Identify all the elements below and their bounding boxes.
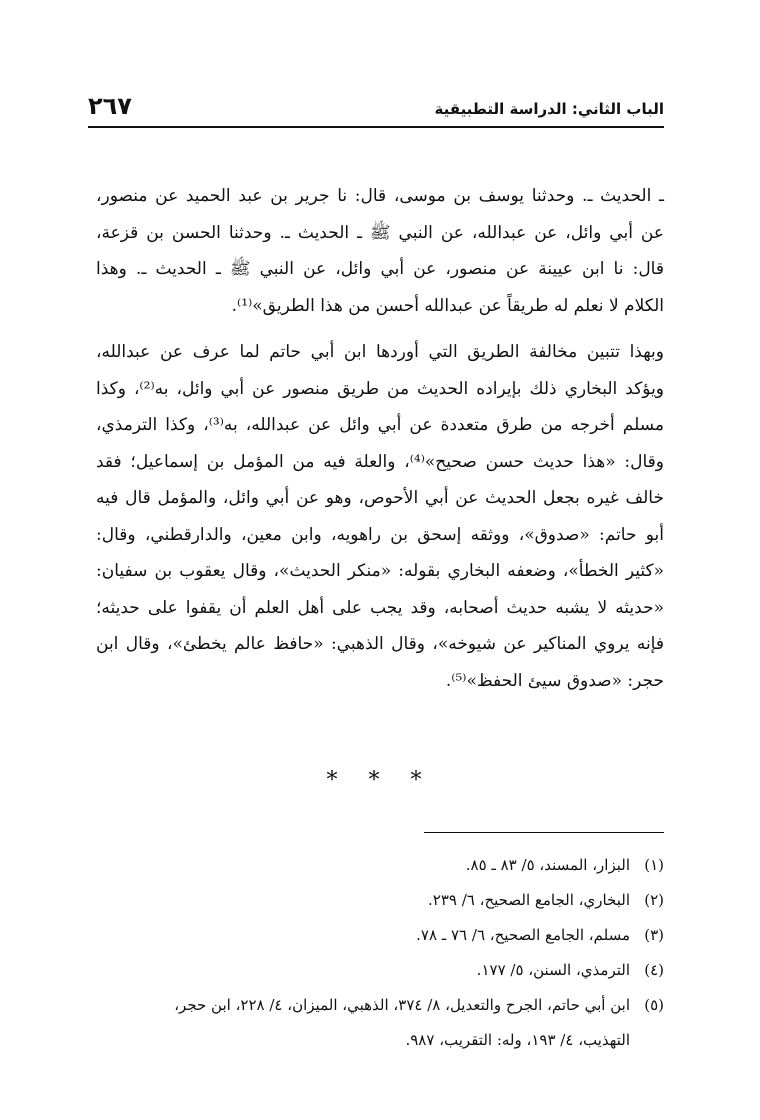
footnote-item: [96, 848, 664, 883]
footnote-item: [96, 953, 664, 988]
text-line: عن أبي وائل، عن عبدالله، عن النبي ﷺ ـ الحديث ـ. وحدثنا الحسن بن قزعة،: [96, 222, 664, 243]
text-line: وبهذا تتبين مخالفة الطريق التي أوردها ابن أبي حاتم لما عرف عن عبدالله،: [96, 342, 664, 362]
footnote-divider: [424, 832, 664, 833]
text-line: مسلم أخرجه من طرق متعددة عن أبي وائل عن عبدالله، به⁽³⁾، وكذا الترمذي،: [96, 415, 665, 435]
footnote-text: البزار، المسند، ٥/ ٨٣ ـ ٨٥.: [465, 856, 630, 874]
text-line: خالف غيره بجعل الحديث عن أبي الأحوص، وهو عن أبي وائل، والمؤمل قال فيه: [96, 488, 664, 508]
footnote-continuation: التهذيب، ٤/ ١٩٣، وله: التقريب، ٩٨٧.: [405, 1031, 630, 1049]
text-line: ويؤكد البخاري ذلك بإيراده الحديث من طريق منصور عن أبي وائل، به⁽²⁾، وكذا: [96, 378, 665, 399]
footnotes: [96, 848, 664, 1058]
text-line: قال: نا ابن عيينة عن منصور، عن أبي وائل، عن النبي ﷺ ـ الحديث ـ. وهذا: [96, 259, 664, 279]
footnote-item: [96, 988, 664, 1023]
chapter-title: الباب الثاني: الدراسة التطبيقية: [434, 100, 664, 118]
footnote-item: [96, 883, 664, 918]
text-line: «كثير الخطأ»، وضعفه البخاري بقوله: «منكر الحديث»، وقال يعقوب بن سفيان:: [96, 561, 664, 581]
footnote-number: (٥): [644, 996, 664, 1014]
text-line: فإنه يروي المناكير عن شيوخه»، وقال الذهبي: «حافظ عالم يخطئ»، وقال ابن: [96, 634, 664, 654]
text-line: حجر: «صدوق سيئ الحفظ»⁽⁵⁾.: [445, 670, 664, 691]
text-line: وقال: «هذا حديث حسن صحيح»⁽⁴⁾، والعلة فيه من المؤمل بن إسماعيل؛ فقد: [96, 451, 664, 472]
footnote-number: (٣): [644, 926, 664, 944]
footnote-text: البخاري، الجامع الصحيح، ٦/ ٢٣٩.: [428, 891, 630, 909]
page-header: [88, 92, 664, 128]
text-line: الكلام لا نعلم له طريقاً عن عبدالله أحسن من هذا الطريق»⁽¹⁾.: [231, 295, 664, 316]
footnote-item: [96, 918, 664, 953]
footnote-number: (١): [644, 856, 664, 874]
footnote-text: الترمذي، السنن، ٥/ ١٧٧.: [476, 961, 630, 979]
text-line: «حديثه لا يشبه حديث أصحابه، وقد يجب على أهل العلم أن يقفوا على حديثه؛: [96, 597, 664, 618]
section-separator: * * *: [326, 768, 434, 793]
main-text: [96, 178, 664, 699]
footnote-text: ابن أبي حاتم، الجرح والتعديل، ٨/ ٣٧٤، الذهبي، الميزان، ٤/ ٢٢٨، ابن حجر،: [174, 996, 630, 1014]
page-number: ٢٦٧: [88, 92, 132, 120]
footnote-number: (٤): [644, 961, 664, 979]
text-line: أبو حاتم: «صدوق»، ووثقه إسحق بن راهويه، وابن معين، والدارقطني، وقال:: [96, 524, 664, 545]
footnote-text: مسلم، الجامع الصحيح، ٦/ ٧٦ ـ ٧٨.: [416, 926, 630, 944]
footnote-number: (٢): [644, 891, 664, 909]
paragraph-gap: [96, 324, 664, 334]
text-line: ـ الحديث ـ. وحدثنا يوسف بن موسى، قال: نا جرير بن عبد الحميد عن منصور،: [96, 186, 664, 206]
